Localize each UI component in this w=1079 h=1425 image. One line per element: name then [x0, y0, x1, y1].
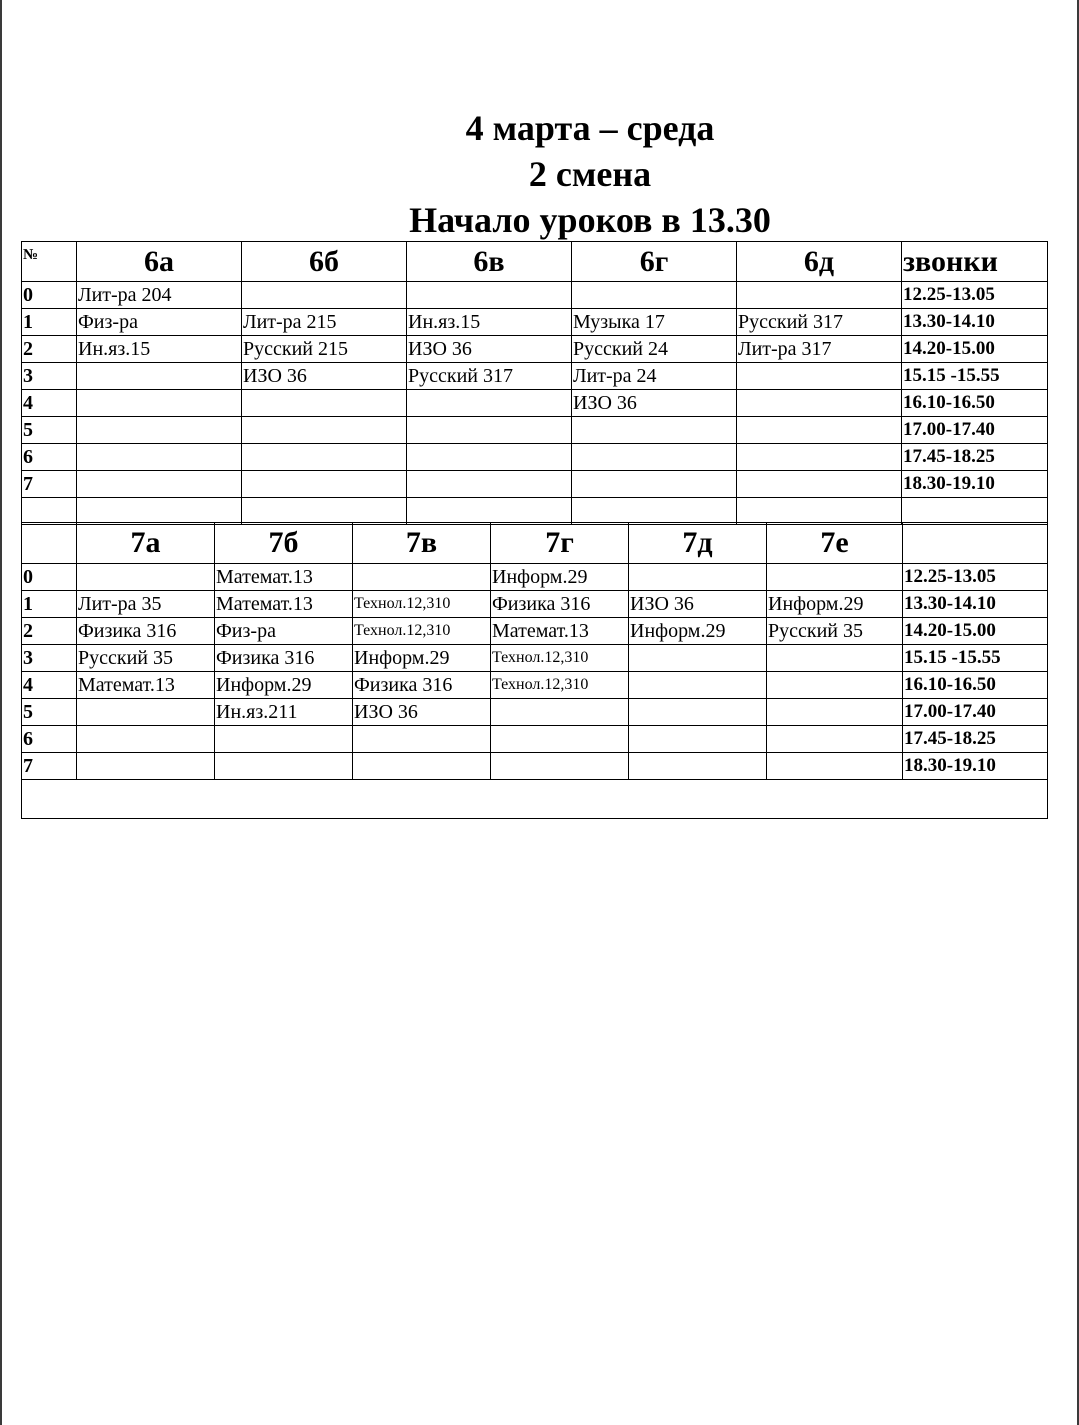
lesson-cell [491, 753, 629, 780]
lesson-number: 3 [22, 363, 77, 390]
table-row [22, 672, 1048, 699]
class-header-6a: 6а [77, 242, 242, 282]
lesson-cell: Русский 35 [767, 618, 903, 645]
bell-time: 12.25-13.05 [902, 282, 1048, 309]
lesson-cell: Русский 24 [572, 336, 737, 363]
lesson-cell [629, 753, 767, 780]
lesson-cell [737, 417, 902, 444]
lesson-cell [737, 390, 902, 417]
lesson-cell: Русский 317 [407, 363, 572, 390]
lesson-cell: Русский 317 [737, 309, 902, 336]
lesson-cell [242, 390, 407, 417]
lesson-cell [629, 672, 767, 699]
lesson-number: 0 [22, 564, 77, 591]
lesson-cell [77, 564, 215, 591]
table-row [22, 726, 1048, 753]
lesson-number: 6 [22, 726, 77, 753]
empty-cell [242, 498, 407, 525]
lesson-cell [767, 672, 903, 699]
bell-time: 14.20-15.00 [903, 618, 1048, 645]
lesson-cell [572, 282, 737, 309]
class-header-7g: 7г [491, 523, 629, 564]
lesson-number: 2 [22, 336, 77, 363]
lesson-number: 5 [22, 417, 77, 444]
lesson-cell [407, 390, 572, 417]
lesson-cell [77, 471, 242, 498]
lesson-cell [242, 417, 407, 444]
bell-time: 15.15 -15.55 [902, 363, 1048, 390]
lesson-cell: Ин.яз.15 [407, 309, 572, 336]
table-row [22, 309, 1048, 336]
lesson-cell [737, 471, 902, 498]
empty-cell [22, 523, 77, 564]
lesson-cell [242, 471, 407, 498]
table-row [22, 699, 1048, 726]
lesson-cell [77, 390, 242, 417]
empty-cell [737, 498, 902, 525]
class-header-6v: 6в [407, 242, 572, 282]
lesson-cell [353, 753, 491, 780]
table-row [22, 564, 1048, 591]
bell-time: 17.00-17.40 [902, 417, 1048, 444]
lesson-cell: ИЗО 36 [407, 336, 572, 363]
lesson-cell [77, 753, 215, 780]
lesson-cell: Информ.29 [491, 564, 629, 591]
bell-time: 16.10-16.50 [903, 672, 1048, 699]
lesson-cell: Физ-ра [77, 309, 242, 336]
lesson-cell: Информ.29 [353, 645, 491, 672]
lesson-number: 1 [22, 309, 77, 336]
table-row [22, 618, 1048, 645]
empty-cell [22, 780, 1048, 819]
lesson-cell [407, 282, 572, 309]
lesson-cell [572, 471, 737, 498]
lesson-cell: Физика 316 [77, 618, 215, 645]
empty-cell [407, 498, 572, 525]
lesson-cell [242, 282, 407, 309]
bell-time: 18.30-19.10 [902, 471, 1048, 498]
lesson-cell [767, 753, 903, 780]
bell-time: 17.00-17.40 [903, 699, 1048, 726]
lesson-cell: Математ.13 [215, 591, 353, 618]
class-header-6b: 6б [242, 242, 407, 282]
lesson-cell: Лит-ра 24 [572, 363, 737, 390]
lesson-number: 4 [22, 390, 77, 417]
lesson-cell [629, 645, 767, 672]
lesson-cell [629, 699, 767, 726]
lesson-cell: Математ.13 [491, 618, 629, 645]
lesson-cell [215, 726, 353, 753]
lesson-cell: Технол.12,310 [491, 672, 629, 699]
lesson-cell [491, 726, 629, 753]
bell-time: 15.15 -15.55 [903, 645, 1048, 672]
class-header-6d: 6д [737, 242, 902, 282]
lesson-cell [737, 282, 902, 309]
lesson-cell [767, 645, 903, 672]
lesson-cell: Информ.29 [215, 672, 353, 699]
table-header-row [22, 523, 1048, 564]
bell-time: 17.45-18.25 [902, 444, 1048, 471]
lesson-cell [77, 444, 242, 471]
class-header-6g: 6г [572, 242, 737, 282]
number-column-header: № [22, 242, 77, 282]
lesson-cell: Математ.13 [215, 564, 353, 591]
lesson-cell [629, 564, 767, 591]
table-row [22, 363, 1048, 390]
lesson-cell: Физ-ра [215, 618, 353, 645]
lesson-cell [242, 444, 407, 471]
empty-row [22, 498, 1048, 525]
page-title-date: 4 марта – среда [465, 108, 715, 148]
bell-time: 17.45-18.25 [903, 726, 1048, 753]
lesson-cell [77, 699, 215, 726]
lesson-cell [572, 417, 737, 444]
lesson-cell: Физика 316 [215, 645, 353, 672]
page-title-shift: 2 смена [528, 154, 652, 194]
class-header-7d: 7д [629, 523, 767, 564]
lesson-number: 7 [22, 753, 77, 780]
lesson-cell: Русский 215 [242, 336, 407, 363]
lesson-cell [572, 444, 737, 471]
bells-column-header: звонки [902, 242, 1048, 282]
lesson-cell: Ин.яз.15 [77, 336, 242, 363]
class-header-7e: 7е [767, 523, 903, 564]
table-header-row [22, 242, 1048, 282]
table-row [22, 591, 1048, 618]
lesson-number: 0 [22, 282, 77, 309]
table-row [22, 390, 1048, 417]
bell-time: 14.20-15.00 [902, 336, 1048, 363]
lesson-cell: Физика 316 [353, 672, 491, 699]
empty-cell [903, 523, 1048, 564]
table-row [22, 471, 1048, 498]
lesson-cell [353, 726, 491, 753]
bell-time: 18.30-19.10 [903, 753, 1048, 780]
lesson-cell: ИЗО 36 [242, 363, 407, 390]
lesson-number: 1 [22, 591, 77, 618]
lesson-cell [407, 444, 572, 471]
lesson-cell: Лит-ра 215 [242, 309, 407, 336]
lesson-cell: Лит-ра 35 [77, 591, 215, 618]
empty-cell [22, 498, 77, 525]
lesson-cell: Технол.12,310 [353, 618, 491, 645]
lesson-cell [767, 699, 903, 726]
lesson-number: 5 [22, 699, 77, 726]
lesson-cell [737, 363, 902, 390]
lesson-cell [77, 726, 215, 753]
lesson-cell: Музыка 17 [572, 309, 737, 336]
table-row [22, 336, 1048, 363]
bell-time: 13.30-14.10 [902, 309, 1048, 336]
lesson-cell [77, 363, 242, 390]
schedule-table-grade-6 [21, 241, 1048, 525]
lesson-cell: Информ.29 [767, 591, 903, 618]
class-header-7v: 7в [353, 523, 491, 564]
lesson-cell [629, 726, 767, 753]
table-row [22, 645, 1048, 672]
lesson-cell [407, 417, 572, 444]
lesson-number: 3 [22, 645, 77, 672]
bell-time: 12.25-13.05 [903, 564, 1048, 591]
lesson-cell: ИЗО 36 [353, 699, 491, 726]
lesson-cell: Технол.12,310 [353, 591, 491, 618]
empty-row [22, 780, 1048, 819]
table-row [22, 444, 1048, 471]
lesson-cell: Лит-ра 317 [737, 336, 902, 363]
lesson-cell: Информ.29 [629, 618, 767, 645]
lesson-cell [491, 699, 629, 726]
lesson-cell [767, 564, 903, 591]
lesson-cell: Физика 316 [491, 591, 629, 618]
table-row [22, 282, 1048, 309]
table-row [22, 753, 1048, 780]
lesson-cell [767, 726, 903, 753]
empty-cell [572, 498, 737, 525]
lesson-cell: Ин.яз.211 [215, 699, 353, 726]
lesson-cell [407, 471, 572, 498]
table-row [22, 417, 1048, 444]
lesson-cell: Технол.12,310 [491, 645, 629, 672]
class-header-7b: 7б [215, 523, 353, 564]
empty-cell [902, 498, 1048, 525]
lesson-number: 4 [22, 672, 77, 699]
lesson-cell: ИЗО 36 [629, 591, 767, 618]
lesson-cell [737, 444, 902, 471]
lesson-cell [215, 753, 353, 780]
bell-time: 13.30-14.10 [903, 591, 1048, 618]
lesson-cell: Математ.13 [77, 672, 215, 699]
lesson-cell: Русский 35 [77, 645, 215, 672]
bell-time: 16.10-16.50 [902, 390, 1048, 417]
lesson-cell: Лит-ра 204 [77, 282, 242, 309]
lesson-cell [77, 417, 242, 444]
schedule-table-grade-7 [21, 522, 1048, 819]
empty-cell [77, 498, 242, 525]
lesson-cell [353, 564, 491, 591]
class-header-7a: 7а [77, 523, 215, 564]
lesson-number: 6 [22, 444, 77, 471]
page-title-start-time: Начало уроков в 13.30 [409, 200, 771, 240]
lesson-number: 2 [22, 618, 77, 645]
lesson-cell: ИЗО 36 [572, 390, 737, 417]
lesson-number: 7 [22, 471, 77, 498]
